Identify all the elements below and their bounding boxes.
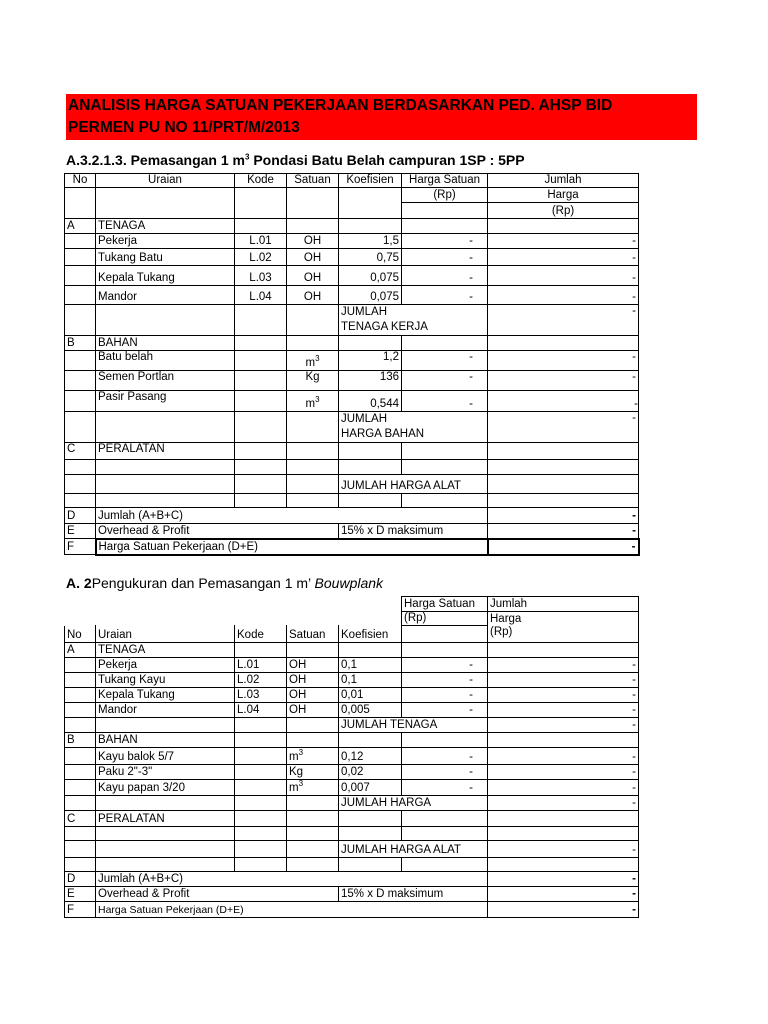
item-uraian: Kayu papan 3/20 (96, 780, 235, 796)
section-label: TENAGA (96, 219, 235, 234)
item-jumlah: - (488, 249, 639, 266)
section-code: B (65, 733, 96, 748)
grand-total-label: Harga Satuan Pekerjaan (D+E) (96, 539, 488, 555)
item-satuan: OH (287, 266, 339, 286)
subtotal-label: JUMLAH HARGA (339, 796, 488, 811)
item-satuan: Kg (287, 765, 339, 780)
subtotal-value: - (488, 412, 639, 443)
item-jumlah: - (488, 780, 639, 796)
table-header-row (65, 174, 639, 188)
item-uraian: Mandor (96, 286, 235, 305)
item-satuan: OH (287, 673, 339, 688)
item-koefisien: 0,544 (339, 391, 402, 412)
item-koefisien: 0,75 (339, 249, 402, 266)
col-header-jumlah: Jumlah (488, 597, 639, 612)
overhead-koefisien: 15% x D maksimum (339, 524, 488, 539)
section-code: E (65, 524, 96, 539)
section-code: D (65, 508, 96, 524)
col-header-rp: (Rp) (402, 188, 488, 203)
grand-total-value: - (488, 902, 639, 918)
item-jumlah: - (488, 658, 639, 673)
section-code: F (65, 902, 96, 918)
item-uraian: Kepala Tukang (96, 266, 235, 286)
item-koefisien: 0,075 (339, 286, 402, 305)
col-header-harga: Harga (488, 188, 639, 203)
item-uraian: Batu belah (96, 351, 235, 371)
table-row (65, 902, 639, 918)
item-uraian: Pekerja (96, 658, 235, 673)
item-satuan: OH (287, 658, 339, 673)
table-row (65, 841, 639, 858)
col-header-kode: Kode (235, 626, 287, 643)
col-header-harga-satuan: Harga Satuan (402, 597, 488, 612)
col-header-koefisien: Koefisien (339, 626, 402, 643)
item-uraian: Tukang Batu (96, 249, 235, 266)
item-jumlah: - (488, 703, 639, 718)
table-row (65, 460, 639, 475)
item-harga: - (402, 673, 488, 688)
table-header-row (65, 597, 639, 612)
item-koefisien: 1,5 (339, 234, 402, 249)
table-row (65, 780, 639, 796)
subtotal-label: JUMLAH HARGA ALAT (339, 841, 488, 858)
item-harga: - (402, 658, 488, 673)
table-row (65, 643, 639, 658)
item-harga: - (402, 234, 488, 249)
table-row (65, 234, 639, 249)
table-header-row (65, 612, 639, 626)
table-row (65, 733, 639, 748)
table-row (65, 796, 639, 811)
item-harga: - (402, 266, 488, 286)
section-title-2: A. 2Pengukuran dan Pemasangan 1 m’ Bouwplank (66, 575, 384, 591)
section-code: E (65, 887, 96, 902)
grand-total-value: - (488, 539, 639, 555)
section-label: BAHAN (96, 336, 235, 351)
item-satuan: OH (287, 249, 339, 266)
subtotal-label: JUMLAH TENAGA KERJA (339, 305, 488, 336)
item-uraian: Kayu balok 5/7 (96, 748, 235, 765)
item-harga: - (402, 249, 488, 266)
col-header-uraian: Uraian (96, 174, 235, 188)
table-row (65, 475, 639, 494)
item-kode: L.01 (235, 658, 287, 673)
item-koefisien: 0,02 (339, 765, 402, 780)
section-code: B (65, 336, 96, 351)
overhead-value: - (488, 887, 639, 902)
item-satuan: OH (287, 688, 339, 703)
total-value: - (488, 872, 639, 887)
item-koefisien: 1,2 (339, 351, 402, 371)
item-harga: - (402, 391, 488, 412)
section-label: PERALATAN (96, 443, 235, 460)
header-banner (66, 94, 697, 140)
table-row (65, 336, 639, 351)
subtotal-label: JUMLAH HARGA BAHAN (339, 412, 488, 443)
table-row (65, 765, 639, 780)
item-koefisien: 0,12 (339, 748, 402, 765)
table-header-row (65, 188, 639, 203)
item-uraian: Semen Portlan (96, 371, 235, 391)
total-label: Jumlah (A+B+C) (96, 508, 488, 524)
item-jumlah: - (488, 748, 639, 765)
item-kode: L.02 (235, 249, 287, 266)
table-row (65, 658, 639, 673)
item-satuan: $m^3$ (287, 351, 339, 371)
item-satuan: $m^3$ (287, 780, 339, 796)
item-kode: L.04 (235, 703, 287, 718)
table-row (65, 266, 639, 286)
table-row (65, 508, 639, 524)
banner-line-2: PERMEN PU NO 11/PRT/M/2013 (68, 119, 300, 136)
subtotal-label: JUMLAH TENAGA (339, 718, 488, 733)
col-header-uraian: Uraian (96, 626, 235, 643)
item-koefisien: 136 (339, 371, 402, 391)
overhead-label: Overhead & Profit (96, 524, 339, 539)
item-harga: - (402, 688, 488, 703)
item-jumlah: - (488, 286, 639, 305)
col-header-rp: (Rp) (488, 626, 639, 643)
col-header-harga-satuan: Harga Satuan (402, 174, 488, 188)
item-koefisien: 0,007 (339, 780, 402, 796)
col-header-satuan: Satuan (287, 174, 339, 188)
section-code: D (65, 872, 96, 887)
item-satuan: Kg (287, 371, 339, 391)
table-row (65, 443, 639, 460)
item-uraian: Pasir Pasang (96, 391, 235, 412)
table-row (65, 718, 639, 733)
subtotal-value: - (488, 718, 639, 733)
table-row (65, 748, 639, 765)
item-harga: - (402, 765, 488, 780)
section-code: C (65, 811, 96, 827)
section-code: A (65, 643, 96, 658)
table-row (65, 286, 639, 305)
subtotal-label: JUMLAH HARGA ALAT (339, 475, 488, 494)
item-kode: L.03 (235, 266, 287, 286)
col-header-satuan: Satuan (287, 626, 339, 643)
table-row (65, 827, 639, 841)
item-harga: - (402, 748, 488, 765)
overhead-koefisien: 15% x D maksimum (339, 887, 488, 902)
table-row (65, 305, 639, 336)
table-row (65, 811, 639, 827)
item-jumlah: - (488, 266, 639, 286)
item-koefisien: 0,075 (339, 266, 402, 286)
item-harga: - (402, 371, 488, 391)
item-satuan: OH (287, 286, 339, 305)
banner-line-1: ANALISIS HARGA SATUAN PEKERJAAN BERDASARKAN PED. AHSP BID (68, 97, 613, 114)
col-header-no: No (65, 626, 96, 643)
section-label: PERALATAN (96, 811, 235, 827)
item-harga: - (402, 703, 488, 718)
item-satuan: $m^3$ (287, 748, 339, 765)
table-header-row (65, 626, 639, 643)
item-jumlah: - (488, 391, 639, 412)
grand-total-label: Harga Satuan Pekerjaan (D+E) (96, 902, 488, 918)
item-jumlah: - (488, 371, 639, 391)
table-row (65, 703, 639, 718)
overhead-value: - (488, 524, 639, 539)
item-jumlah: - (488, 688, 639, 703)
overhead-label: Overhead & Profit (96, 887, 339, 902)
item-kode: L.01 (235, 234, 287, 249)
table-row (65, 673, 639, 688)
section-label: TENAGA (96, 643, 235, 658)
item-satuan: $m^3$ (287, 391, 339, 412)
col-header-rp: (Rp) (488, 203, 639, 219)
total-label: Jumlah (A+B+C) (96, 872, 488, 887)
item-jumlah: - (488, 234, 639, 249)
subtotal-value: - (488, 796, 639, 811)
table-row (65, 524, 639, 539)
item-uraian: Kepala Tukang (96, 688, 235, 703)
table-row (65, 371, 639, 391)
item-harga: - (402, 286, 488, 305)
item-kode: L.02 (235, 673, 287, 688)
section-label: BAHAN (96, 733, 235, 748)
item-satuan: OH (287, 234, 339, 249)
table-header-row (65, 203, 639, 219)
item-kode: L.03 (235, 688, 287, 703)
analysis-table-1 (64, 173, 640, 556)
col-header-rp: (Rp) (402, 612, 488, 626)
item-koefisien: 0,01 (339, 688, 402, 703)
col-header-koefisien: Koefisien (339, 174, 402, 188)
section-code: C (65, 443, 96, 460)
table-row (65, 412, 639, 443)
item-koefisien: 0,1 (339, 658, 402, 673)
table-row (65, 539, 639, 555)
table-row (65, 494, 639, 508)
table-row (65, 219, 639, 234)
item-harga: - (402, 351, 488, 371)
table-row (65, 858, 639, 872)
item-uraian: Mandor (96, 703, 235, 718)
section-title-1: A.3.2.1.3. Pemasangan 1 $m^3$ Pondasi Batu Belah campuran 1SP : 5PP (66, 152, 525, 168)
item-uraian: Tukang Kayu (96, 673, 235, 688)
section-code: A (65, 219, 96, 234)
item-koefisien: 0,005 (339, 703, 402, 718)
item-harga: - (402, 780, 488, 796)
item-uraian: Pekerja (96, 234, 235, 249)
col-header-no: No (65, 174, 96, 188)
item-koefisien: 0,1 (339, 673, 402, 688)
table-row (65, 391, 639, 412)
section-code: F (65, 539, 96, 555)
analysis-table-2 (64, 596, 639, 918)
table-row (65, 887, 639, 902)
item-jumlah: - (488, 351, 639, 371)
col-header-jumlah: Jumlah (488, 174, 639, 188)
item-jumlah: - (488, 673, 639, 688)
table-row (65, 249, 639, 266)
total-value: - (488, 508, 639, 524)
subtotal-value: - (488, 305, 639, 336)
table-row (65, 872, 639, 887)
table-row (65, 688, 639, 703)
col-header-harga: Harga (488, 612, 639, 626)
item-satuan: OH (287, 703, 339, 718)
item-jumlah: - (488, 765, 639, 780)
item-uraian: Paku 2"-3" (96, 765, 235, 780)
item-kode: L.04 (235, 286, 287, 305)
col-header-kode: Kode (235, 174, 287, 188)
subtotal-value: - (488, 841, 639, 858)
table-row (65, 351, 639, 371)
